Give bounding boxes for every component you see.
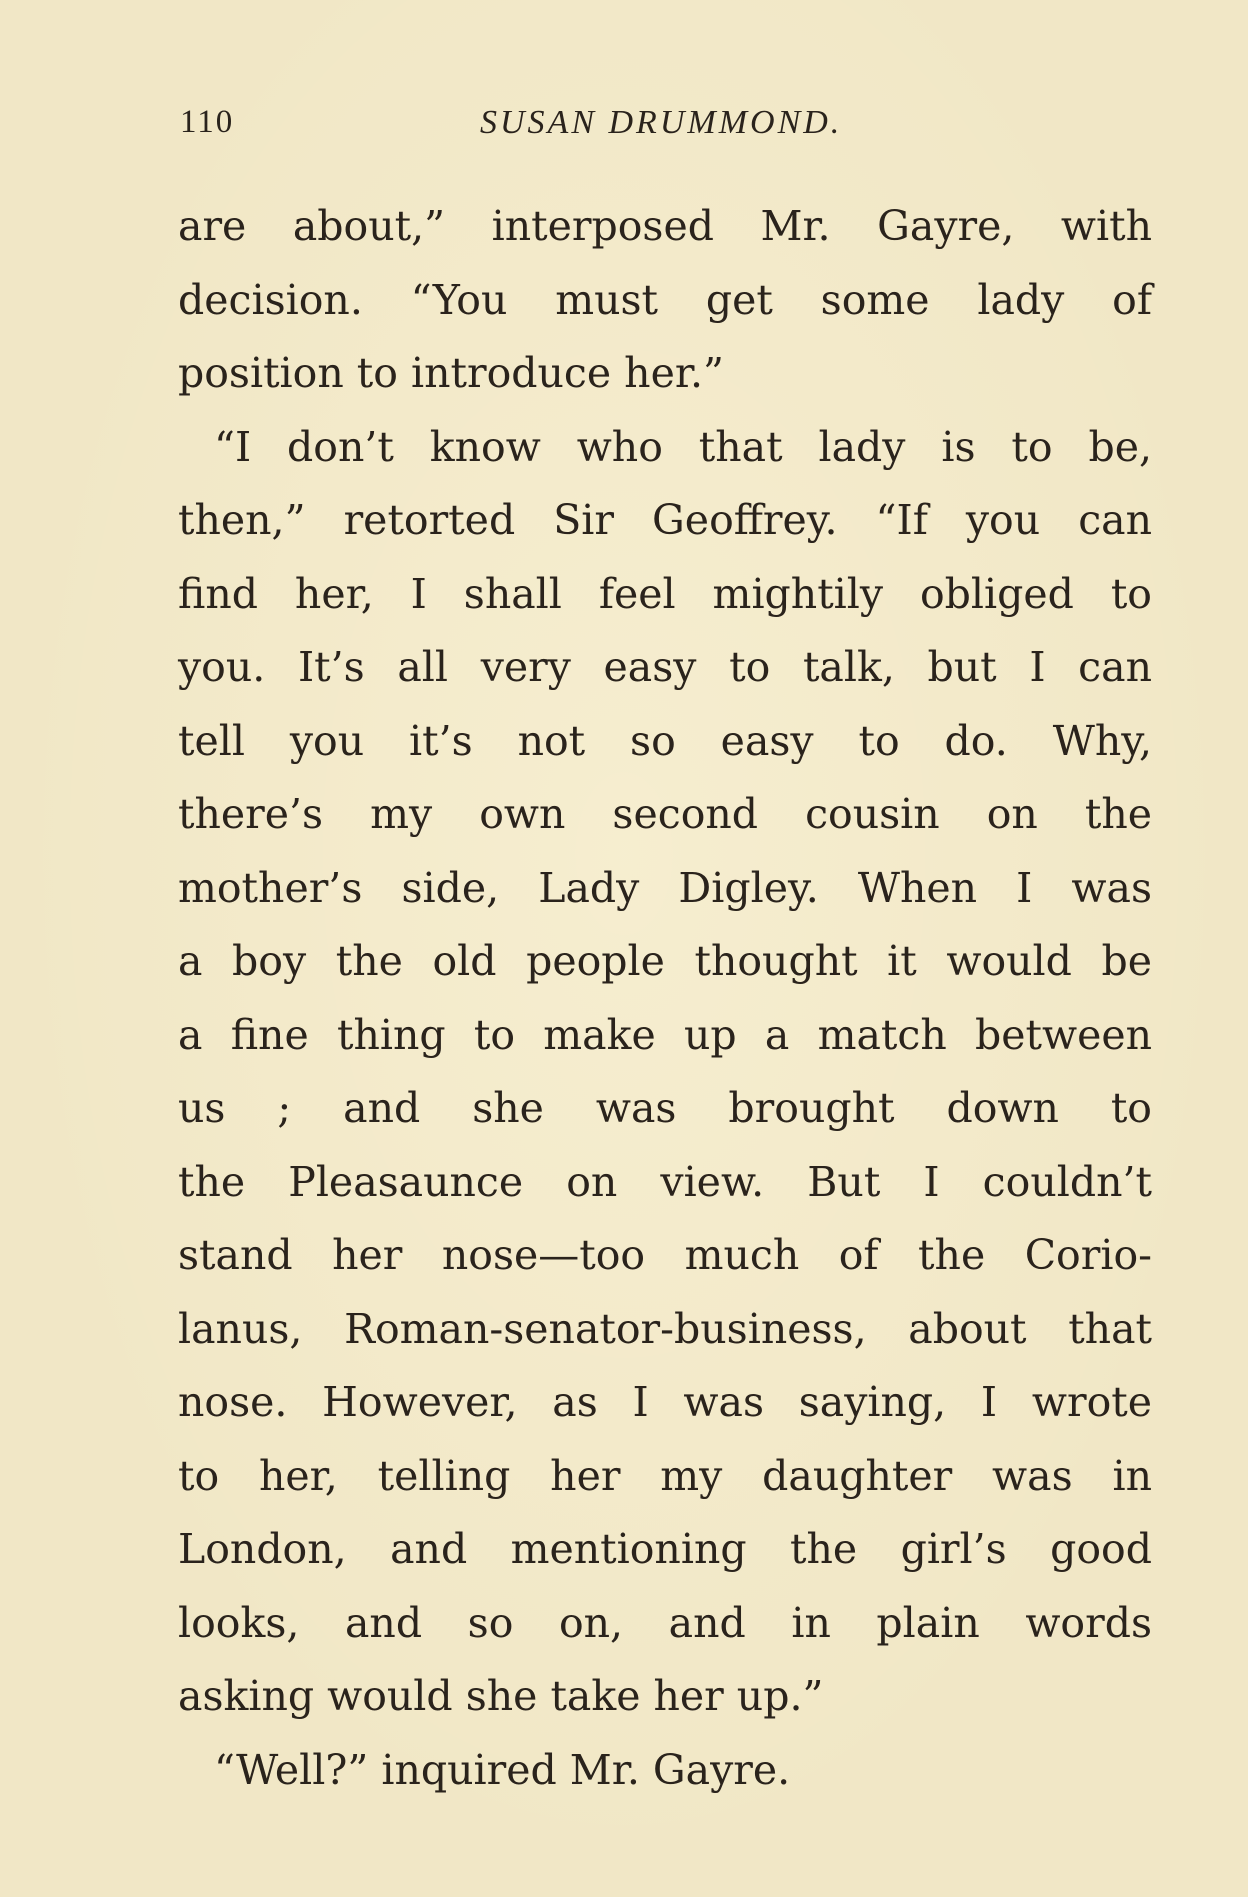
text-line: a fine thing to make up a match between [178,1010,1152,1059]
text-line: stand her nose—too much of the Corio- [178,1231,1152,1279]
text-line: a boy the old people thought it would be [178,937,1152,985]
text-line: the Pleasaunce on view. But I couldn’t [178,1157,1152,1206]
text-line: find her, I shall feel mightily obliged to [178,569,1152,618]
text-line: us ; and she was brought down to [178,1084,1152,1132]
body-text [178,190,1152,1807]
text-line: position to introduce her.” [178,349,724,397]
text-line: asking would she take her up.” [178,1672,824,1720]
text-line: nose. However, as I was saying, I wrote [178,1378,1152,1426]
text-line: you. It’s all very easy to talk, but I can [178,643,1152,691]
running-head [180,104,1170,148]
text-line: then,” retorted Sir Geoffrey. “If you can [178,496,1152,544]
text-line: lanus, Roman-senator-business, about that [178,1304,1152,1353]
text-line: there’s my own second cousin on the [178,790,1152,838]
text-line: decision. “You must get some lady of [178,275,1152,324]
text-line: looks, and so on, and in plain words [178,1598,1152,1647]
text-line: “Well?” inquired Mr. Gayre. [214,1745,791,1794]
text-line: “I don’t know who that lady is to be, [214,422,1152,471]
page-number: 110 [180,104,235,140]
running-title: SUSAN DRUMMOND. [480,104,843,141]
text-line: mother’s side, Lady Digley. When I was [178,863,1152,912]
text-line: are about,” interposed Mr. Gayre, with [178,202,1152,250]
text-line: to her, telling her my daughter was in [178,1451,1152,1500]
text-line: London, and mentioning the girl’s good [178,1525,1152,1573]
text-line: tell you it’s not so easy to do. Why, [178,716,1152,765]
